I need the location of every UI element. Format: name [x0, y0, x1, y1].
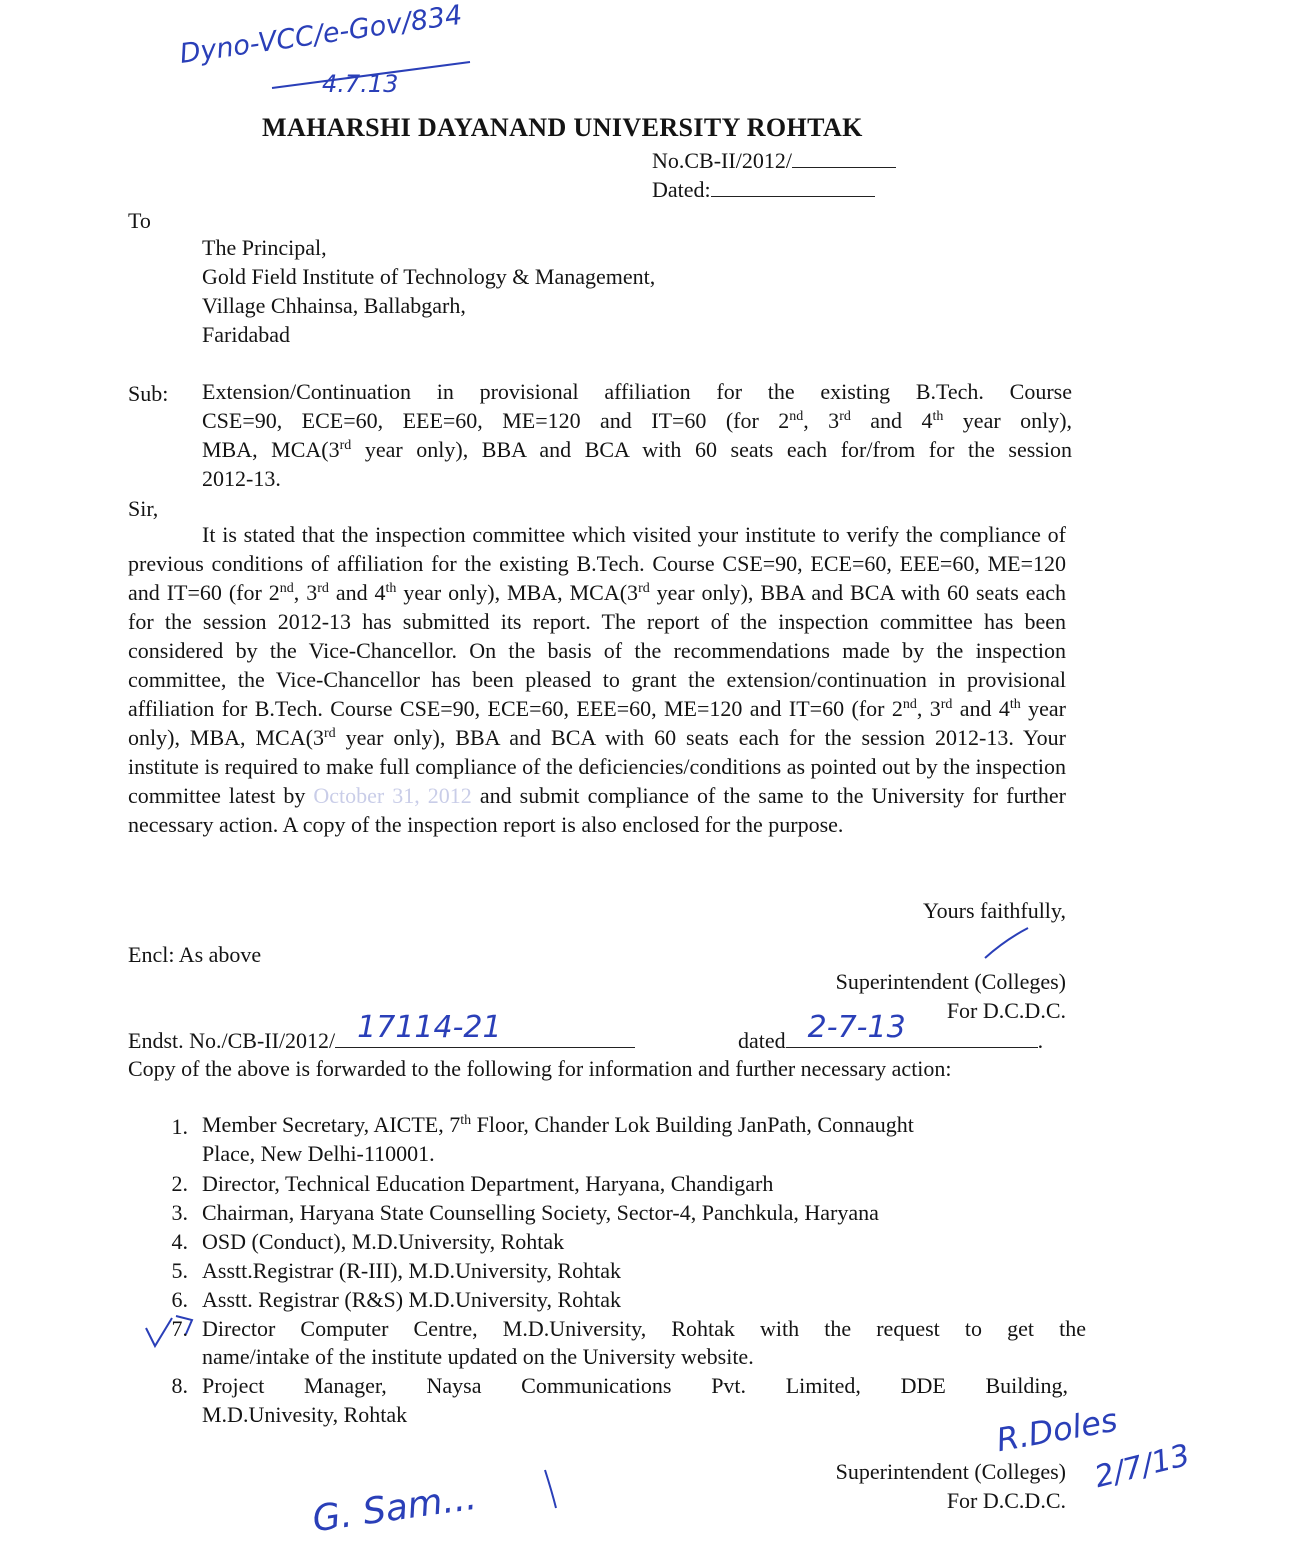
- dated-blank: [711, 176, 875, 197]
- subject-line-2: CSE=90, ECE=60, EEE=60, ME=120 and IT=60 (for 2nd, 3rd and 4th year only),: [202, 408, 1073, 433]
- handwritten-initials: R.Doles: [993, 1400, 1121, 1460]
- salutation: Sir,: [128, 496, 159, 521]
- list-item-continuation: Place, New Delhi-110001.: [202, 1141, 435, 1166]
- body-paragraph: It is stated that the inspection committee which visited your institute to verify the compliance of previous conditions of affiliation for the existing B.Tech. Course CSE=90, ECE=60, EEE=60, ME=120 and IT=60 (for 2nd, 3rd and 4th year only), MBA, MCA(3rd year only), BBA and BCA with 60 seats each for the session 2012-13 has submitted its report. The report of the inspection committee has been considered by the Vice-Chancellor. On the basis of the recommendations made by the inspection committee, the Vice-Chancellor has been pleased to grant the extension/continuation in provisional affiliation for B.Tech. Course CSE=90, ECE=60, EEE=60, ME=120 and IT=60 (for 2nd, 3rd and 4th year only), MBA, MCA(3rd year only), BBA and BCA with 60 seats each for the session 2012-13. Your institute is required to make full compliance of the deficiencies/conditions as pointed out by the inspection committee latest by October 31, 2012 and submit compliance of the same to the University for further necessary action. A copy of the inspection report is also enclosed for the purpose.: [128, 522, 1067, 837]
- subject-line-3: MBA, MCA(3rd year only), BBA and BCA with 60 seats each for/from for the session: [202, 437, 1072, 462]
- faded-deadline: October 31, 2012: [313, 783, 472, 808]
- list-item: Asstt.Registrar (R-III), M.D.University, Rohtak: [202, 1258, 621, 1283]
- enclosure-note: Encl: As above: [128, 942, 262, 967]
- list-item-number: 3.: [171, 1200, 188, 1225]
- to-label: To: [128, 208, 151, 233]
- list-item: Member Secretary, AICTE, 7th Floor, Chander Lok Building JanPath, Connaught: [202, 1112, 914, 1137]
- endorsement-number-blank: [335, 1010, 635, 1048]
- list-item: OSD (Conduct), M.D.University, Rohtak: [202, 1229, 565, 1254]
- signatory-designation: Superintendent (Colleges): [835, 969, 1066, 994]
- address-line-2: Gold Field Institute of Technology & Management,: [202, 264, 656, 289]
- signatory-for: For D.C.D.C.: [946, 998, 1066, 1023]
- endorsement-number-line: [128, 1010, 635, 1055]
- signature-flourish: [0, 0, 10, 10]
- footer-for: For D.C.D.C.: [946, 1488, 1066, 1513]
- list-item: Asstt. Registrar (R&S) M.D.University, Rohtak: [202, 1287, 621, 1312]
- list-item-number: 2.: [171, 1171, 188, 1196]
- reference-number-blank: [792, 147, 896, 168]
- list-item-continuation: name/intake of the institute updated on the University website.: [202, 1344, 754, 1369]
- list-item-number: 7.: [171, 1316, 188, 1341]
- list-item-number: 1.: [171, 1114, 188, 1139]
- list-item: Director, Technical Education Department, Haryana, Chandigarh: [202, 1171, 774, 1196]
- endorsement-date-line: dated 2-7-13 .: [738, 1010, 1044, 1053]
- endorsement-dated-label: dated: [738, 1028, 786, 1053]
- university-title: MAHARSHI DAYANAND UNIVERSITY ROHTAK: [262, 113, 863, 142]
- handwritten-initials-date: 2/7/13: [1091, 1437, 1194, 1496]
- list-item-continuation: M.D.Univesity, Rohtak: [202, 1402, 408, 1427]
- handwritten-signature: G. Sam...: [309, 1476, 480, 1541]
- dated-label: Dated:: [652, 177, 711, 202]
- copy-forward-line: Copy of the above is forwarded to the following for information and further necessary action:: [128, 1056, 952, 1081]
- yours-faithfully: Yours faithfully,: [922, 898, 1066, 923]
- list-item-number: 4.: [171, 1229, 188, 1254]
- subject-line-1: Extension/Continuation in provisional affiliation for the existing B.Tech. Course: [202, 379, 1072, 404]
- address-line-3: Village Chhainsa, Ballabgarh,: [202, 293, 466, 318]
- handwritten-diary-date: 4.7.13: [322, 70, 399, 98]
- list-item-number: 5.: [171, 1258, 188, 1283]
- reference-number-label: No.CB-II/2012/: [652, 148, 792, 173]
- address-line-1: The Principal,: [202, 235, 327, 260]
- list-item: Project Manager, Naysa Communications Pvt. Limited, DDE Building,: [202, 1373, 1068, 1398]
- reference-number: [652, 146, 896, 175]
- list-item-number: 6.: [171, 1287, 188, 1312]
- subject-label: Sub:: [128, 381, 169, 406]
- handwritten-endorsement-date: 2-7-13: [807, 1010, 906, 1045]
- list-item: Director Computer Centre, M.D.University, Rohtak with the request to get the: [202, 1316, 1086, 1341]
- dated-line: [652, 175, 875, 204]
- subject-line-4: 2012-13.: [202, 466, 281, 491]
- list-item: Chairman, Haryana State Counselling Society, Sector-4, Panchkula, Haryana: [202, 1200, 879, 1225]
- footer-designation: Superintendent (Colleges): [835, 1459, 1066, 1484]
- address-line-4: Faridabad: [202, 322, 290, 347]
- list-item-number: 8.: [171, 1373, 188, 1398]
- endorsement-label: Endst. No./CB-II/2012/: [128, 1028, 336, 1053]
- handwritten-endorsement-number: 17114-21: [357, 1010, 502, 1045]
- handwritten-diary-number: Dyno-VCC/e-Gov/834: [177, 0, 465, 70]
